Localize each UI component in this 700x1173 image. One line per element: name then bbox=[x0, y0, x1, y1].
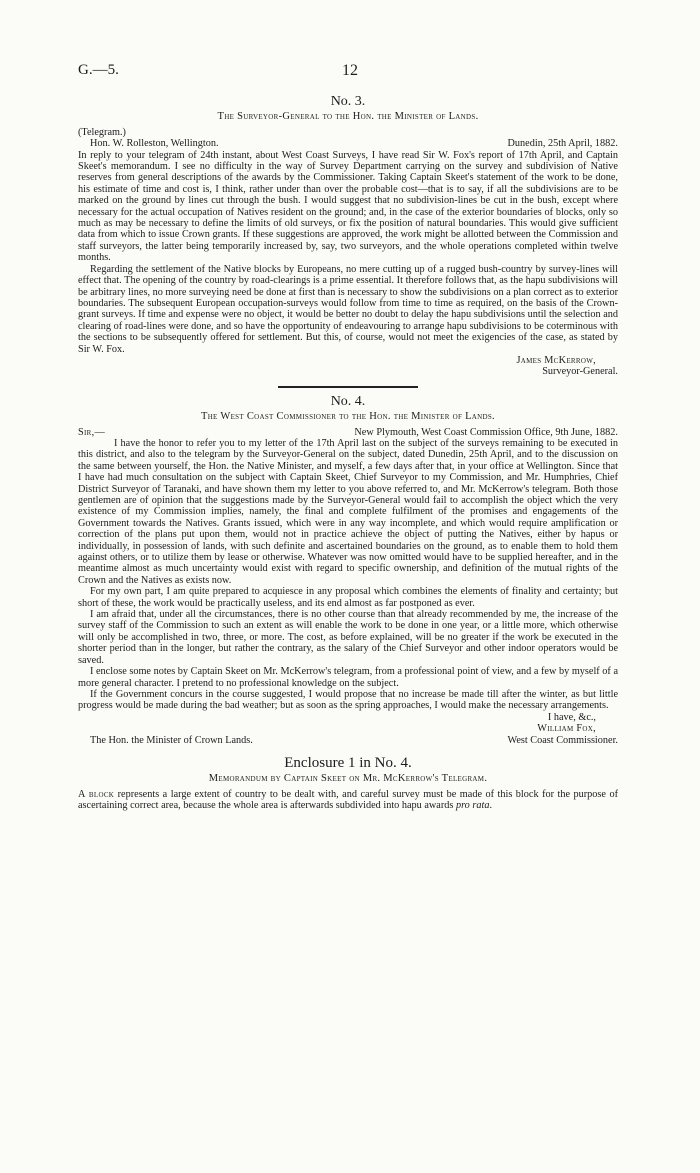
doc4-addressee: The Hon. the Minister of Crown Lands. bbox=[90, 734, 253, 746]
doc4-paragraph-2: For my own part, I am quite prepared to acquiesce in any proposal which combines the elements of finality and certainty; but short of these, the work would be practically useless, and its end almost as far postponed as ever. bbox=[78, 586, 618, 609]
doc4-place-date: New Plymouth, West Coast Commission Office, 9th June, 1882. bbox=[354, 426, 618, 438]
enclosure-lead: A block bbox=[78, 788, 115, 800]
enclosure-title: Memorandum by Captain Skeet on Mr. McKerrow's Telegram. bbox=[208, 773, 488, 785]
section-divider bbox=[278, 386, 418, 388]
doc4-number: No. 4. bbox=[330, 393, 366, 409]
doc4-signoff-row bbox=[78, 735, 618, 746]
page-header bbox=[78, 62, 622, 82]
doc3-paragraph-1: In reply to your telegram of 24th instant, about West Coast Surveys, I have read Sir W. Fox's report of 17th April, and Captain Skeet's memorandum. I see no difficulty in the way of Survey Department carrying on the survey and subdivision of Native reserves from general descriptions of the awards by the Commissioner. Taking Captain Skeet's statement of the work to be done, his estimate of time and cost is, I think, rather under than over the probable cost—that is to say, if all the subdivisions are to be marked on the ground by lines cut through the bush. I would suggest that no subdivision-lines be cut in the bush, except where necessary for the actual occupation of Natives resident on the ground; and, in the case of the exterior boundaries of blocks, only so much as may be necessary to define the limits of old surveys, or fix the position of natural boundaries. This would give sufficient data from which to issue Crown grants. If these suggestions are approved, the work might be allotted between the Commission and staff surveyors, the latter being temporarily increased by, say, two surveyors, and the whole operations completed within twelve months. bbox=[78, 149, 618, 264]
document-body bbox=[78, 96, 618, 812]
doc3-signature-title: Surveyor-General. bbox=[542, 366, 618, 378]
doc3-telegram-label: (Telegram.) bbox=[78, 126, 126, 138]
doc4-title: The West Coast Commissioner to the Hon. the Minister of Lands. bbox=[200, 411, 495, 423]
paper-reference: G.—5. bbox=[78, 62, 119, 78]
doc4-paragraph-1: I have the honor to refer you to my letter of the 17th April last on the subject of the surveys remaining to be executed in this district, and also to the telegram by the Surveyor-General on the subject, dated Dunedin, 25th April, and to the discussion on the same between yourself, the Hon. the Native Minister, and myself, a few days after that, in your office at Wellington. Since that I have had much consultation on the subject with Captain Skeet, Chief Surveyor to my Commission, and Mr. Humphries, Chief District Surveyor of Taranaki, and have shown them my letter to you above referred to, and Mr. McKerrow's telegram. Both those gentlemen are of opinion that the suggestions made by the Surveyor-General would fail to accomplish the object which the very existence of my Commission implies, namely, the final and complete fulfilment of the promises and engagements of the Government towards the Natives. Grants issued, which were in any way incomplete, and which would require amplification or correction of the plans put upon them, would not in practice achieve the object of putting the Natives, either by hapus or individually, in possession of lands, with such definite and ascertained boundaries on the ground, as to enable them to hold them against others, or to utilize them by lease or otherwise. Whatever was now omitted would have to be supplied hereafter, and in the meantime almost as much uncertainty would exist with regard to specific ownership, and definition of the mutual rights of the Crown and the Natives as exists now. bbox=[78, 437, 618, 586]
doc4-signature-title: West Coast Commissioner. bbox=[507, 734, 618, 746]
doc3-addressee: Hon. W. Rolleston, Wellington. bbox=[90, 138, 219, 150]
doc3-paragraph-2: Regarding the settlement of the Native blocks by Europeans, no mere cutting up of a rugged bush-country by survey-lines will effect that. The opening of the country by road-clearings is a prime essential. It therefore follows that, as the hapu subdivisions will be arbitrary lines, no more surveying need be done at first than is necessary to show the subdivisions on a plan correct as to exterior boundaries. The subsequent European occupation-surveys would follow from time to time as required, on the basis of the Crown-grant surveys. If time and expense were no object, it would be better no doubt to delay the hapu subdivisions until the selection and clearing of road-lines were done, and so have the opportunity of endeavouring to arrange hapu subdivisions to be coterminous with the sections to be subsequently offered for settlement. But this, of course, would not meet the exigencies of the case, as stated by Sir W. Fox. bbox=[78, 263, 618, 355]
enclosure-heading: Enclosure 1 in No. 4. bbox=[284, 754, 412, 771]
enclosure-text: represents a large extent of country to be dealt with, and careful survey must be made of this block for the purpose of ascertaining correct area, because the whole area is afterwards subdivided into hapu awards bbox=[78, 788, 618, 812]
doc4-signature-name: William Fox, bbox=[537, 723, 596, 735]
doc4-closing: I have, &c., bbox=[547, 711, 596, 723]
doc4-salutation-row bbox=[78, 427, 618, 438]
doc4-paragraph-5: If the Government concurs in the course suggested, I would propose that no increase be made till after the winter, as but little progress would be made during the bad weather; but as soon as the spring approaches, I would make the necessary arrangements. bbox=[78, 688, 618, 712]
doc3-number: No. 3. bbox=[330, 94, 366, 109]
doc4-salutation: Sir,— bbox=[78, 426, 106, 438]
enclosure-italic: pro rata bbox=[455, 800, 490, 812]
enclosure-tail: . bbox=[489, 800, 493, 812]
doc3-signature-name: James McKerrow, bbox=[516, 354, 596, 366]
doc4-paragraph-3: I am afraid that, under all the circumstances, there is no other course than that already recommended by me, the increase of the survey staff of the Commission to such an extent as will enable the work to be done in one year, or a little more, which otherwise will only be accomplished in two, three, or more. The cost, as before explained, will be no greater if the work be executed in the shorter period than in the longer, but rather the contrary, as the salary of the Chief Surveyor and other indoor operators would be saved. bbox=[78, 609, 618, 666]
doc3-title: The Surveyor-General to the Hon. the Minister of Lands. bbox=[217, 111, 479, 123]
page-number: 12 bbox=[342, 62, 358, 79]
doc3-place-date: Dunedin, 25th April, 1882. bbox=[507, 138, 618, 150]
enclosure-paragraph bbox=[78, 789, 618, 812]
doc3-address-row bbox=[78, 138, 618, 149]
doc4-paragraph-4: I enclose some notes by Captain Skeet on Mr. McKerrow's telegram, from a professional point of view, and a few by myself of a more general character. I pretend to no professional knowledge on the subject. bbox=[78, 666, 618, 689]
